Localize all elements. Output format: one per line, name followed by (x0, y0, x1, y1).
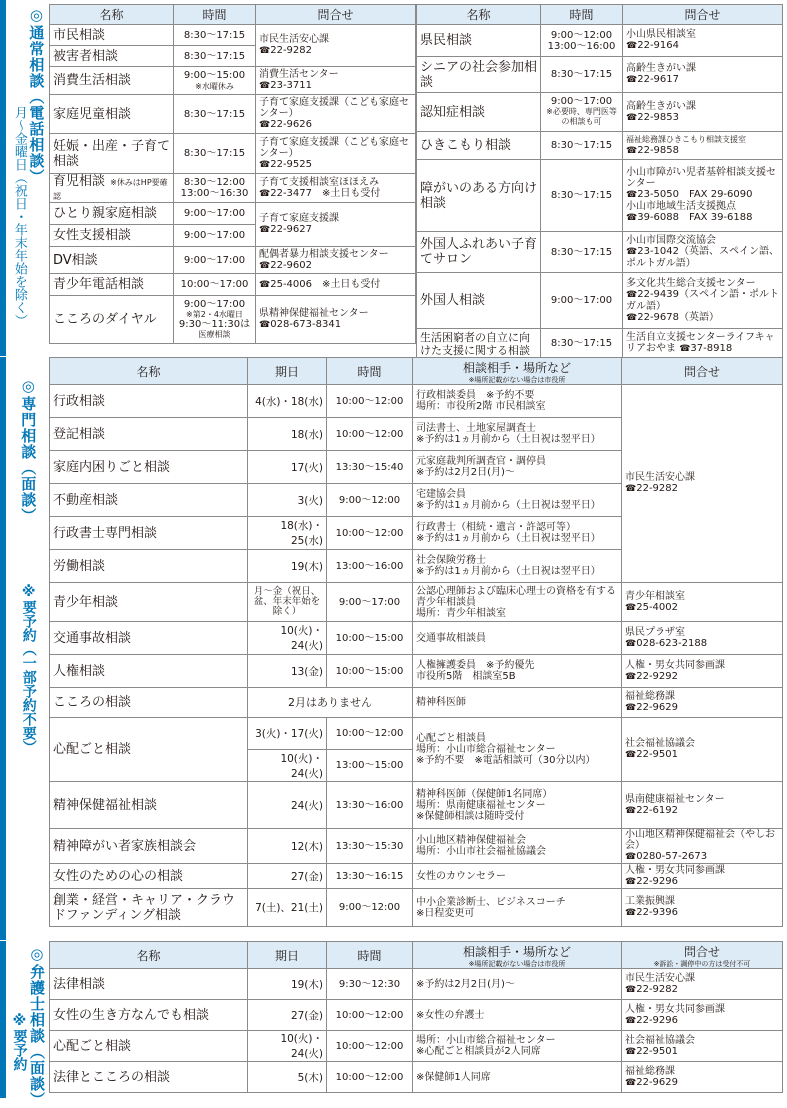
time-note: ※第2・4水曜日 (186, 309, 243, 319)
row-time: 8:30～17:15 (541, 160, 623, 232)
row-date: 12(木) (248, 829, 327, 864)
row-name: 女性支援相談 (50, 225, 174, 247)
contact-org: 小山地区精神保健福祉会（やしお会） (625, 829, 775, 851)
contact-phone: ☎ 22-9296 (625, 1015, 779, 1027)
row-contact (622, 385, 783, 583)
row-place: 社会保険労務士 ※予約は1ヵ月前から（土日祝は翌平日） (413, 550, 622, 583)
table-row (50, 1062, 783, 1093)
row-date: 7(土)、21(土) (248, 889, 327, 927)
row-contact (622, 1000, 783, 1031)
col-header-time: 時間 (174, 5, 256, 25)
contact-header-label: 問合せ (683, 944, 720, 959)
row-contact (256, 296, 416, 344)
contact-phone: ☎ 22-3477 (259, 188, 312, 199)
contact-phone: ☎ 25-4006 (259, 279, 312, 290)
row-name: 青少年電話相談 (50, 274, 174, 296)
row-time: 10:00～15:00 (327, 622, 413, 655)
expert-section-side-label (8, 357, 48, 940)
contact-org: 福祉総務課 (625, 691, 675, 702)
table-row (50, 782, 783, 829)
row-time: 13:00～15:00 (327, 750, 413, 782)
contact-phone: ☎ 22-6192 (625, 805, 779, 817)
row-time (174, 296, 256, 344)
contact-phone: ☎ 22-9853 (626, 112, 779, 124)
expert-table (49, 357, 783, 927)
row-name: 心配ごと相談 (50, 1031, 248, 1062)
contact-org: 社会福祉協議会 (625, 738, 695, 749)
row-date: 18(水)・25(水) (248, 517, 327, 550)
contact-org: 人権・男女共同参画課 (625, 659, 725, 671)
row-name: 不動産相談 (50, 484, 248, 517)
contact-org: 市民生活安心課 (625, 972, 695, 984)
col-header-place (413, 942, 622, 969)
row-time (174, 67, 256, 95)
row-name: 市民相談 (50, 25, 174, 46)
lawyer-consultation-section (0, 941, 787, 1108)
time-main: 9:00～15:00 (183, 69, 246, 81)
row-time: 8:30～17:15 (174, 95, 256, 134)
lawyer-section-subtitle: ※要予約 (11, 1013, 28, 1071)
contact-org: 高齢生きがい課 (626, 63, 696, 74)
contact-org: 子育て家庭支援課（こども家庭センター） (259, 97, 409, 119)
row-contact (622, 583, 783, 622)
row-date: 3(火) (248, 484, 327, 517)
row-contact (622, 864, 783, 889)
row-place: 公認心理師および臨床心理士の資格を有する青少年相談員 場所：青少年相談室 (413, 583, 622, 622)
name-main: 育児相談 (53, 174, 106, 189)
row-name: 行政相談 (50, 385, 248, 418)
row-contact (256, 174, 416, 203)
row-time: 8:30～17:15 (174, 46, 256, 67)
phone-table-left (49, 4, 416, 344)
row-time: 13:00～16:00 (327, 550, 413, 583)
row-name: 消費生活相談 (50, 67, 174, 95)
row-time: 9:00～17:00 (327, 583, 413, 622)
contact-org: 県精神保健福祉センター (259, 308, 369, 319)
row-name: 被害者相談 (50, 46, 174, 67)
row-name (50, 174, 174, 203)
col-header-time: 時間 (327, 358, 413, 385)
contact-org: 市民生活安心課 (625, 472, 695, 483)
row-contact (256, 67, 416, 95)
contact-phone: ☎ 22-9627 (259, 224, 412, 236)
row-name: 精神障がい者家族相談会 (50, 829, 248, 864)
row-place: 場所：小山市総合福祉センター ※心配ごと相談員が2人同席 (413, 1031, 622, 1062)
row-contact (623, 25, 783, 57)
contact-phone: ☎ 23-1042（英語、スペイン語、ポルトガル語） (626, 246, 779, 269)
contact-org: 市民生活安心課 (259, 34, 329, 45)
contact-phone: ☎ 23-5050 FAX 29-6090 (626, 189, 779, 201)
row-contact (622, 655, 783, 688)
contact-note: ※土日も受付 (322, 187, 381, 199)
row-time: 9:00～12:00 (327, 484, 413, 517)
row-time: 10:00～12:00 (327, 517, 413, 550)
time-main: 9:00～17:00 (550, 96, 613, 107)
row-time: 10:00～17:00 (174, 274, 256, 296)
row-contact (623, 132, 783, 160)
row-name: 行政書士専門相談 (50, 517, 248, 550)
contact-org: 小山県民相談室 (626, 29, 696, 40)
row-date: 月～金（祝日、盆、年末年始を除く） (248, 583, 327, 622)
col-header-name: 名称 (417, 5, 541, 25)
row-time: 8:30～17:15 (541, 329, 623, 359)
row-name: 女性の生き方なんでも相談 (50, 1000, 248, 1031)
phone-section-title: ◎通常相談（電話相談） (27, 6, 46, 185)
time-main: 8:30～12:00 (183, 177, 246, 188)
row-time: 8:30～17:15 (541, 232, 623, 273)
row-name: ひとり親家庭相談 (50, 203, 174, 225)
row-name: 精神保健福祉相談 (50, 782, 248, 829)
row-contact (623, 160, 783, 232)
place-header-label: 相談相手・場所など (462, 944, 571, 959)
row-time (174, 174, 256, 203)
contact-org: 人権・男女共同参画課 (625, 864, 725, 876)
col-header-date: 期日 (248, 358, 327, 385)
row-time: 10:00～12:00 (327, 1031, 413, 1062)
contact-org: 子育て家庭支援課（こども家庭センター） (259, 136, 409, 159)
row-place: 人権擁護委員 ※予約優先 市役所5階 相談室5B (413, 655, 622, 688)
time-second: 13:00～16:00 (547, 40, 616, 52)
row-name: こころのダイヤル (50, 296, 174, 344)
contact-note: ※土日も受付 (322, 278, 381, 290)
phone-consultation-section (0, 0, 787, 356)
col-header-contact (622, 942, 783, 969)
row-name: 交通事故相談 (50, 622, 248, 655)
row-time: 13:30～15:40 (327, 451, 413, 484)
row-date: 18(水) (248, 418, 327, 451)
row-contact (622, 782, 783, 829)
row-place: 女性のカウンセラー (413, 864, 622, 889)
col-header-time: 時間 (327, 942, 413, 969)
name-note: ※休みはHP要確認 (53, 178, 168, 201)
contact-org: 福祉総務課 (625, 1065, 675, 1077)
row-place: ※予約は2月2日(月)～ (413, 969, 622, 1000)
row-contact (623, 93, 783, 132)
contact-phone: ☎ 22-9282 (625, 984, 779, 996)
phone-section-side-label (8, 0, 48, 356)
contact-phone: ☎ 22-9501 (625, 749, 779, 761)
row-place: ※女性の弁護士 (413, 1000, 622, 1031)
contact-phone: ☎ 22-9617 (626, 74, 779, 86)
contact-org: 青少年相談室 (625, 590, 685, 602)
row-date: 10(火)・24(火) (248, 750, 327, 782)
col-header-name: 名称 (50, 5, 174, 25)
row-place: 精神科医師（保健師1名同席） 場所：県南健康福祉センター ※保健師相談は随時受付 (413, 782, 622, 829)
row-time: 9:00～17:00 (541, 273, 623, 329)
expert-section-title: ◎専門相談（面談） (19, 377, 38, 524)
time-note: 医療相談 (198, 329, 231, 339)
row-name: ひきこもり相談 (417, 132, 541, 160)
row-time: 8:30～17:15 (541, 57, 623, 93)
row-name: 創業・経営・キャリア・クラウドファンディング相談 (50, 889, 248, 927)
contact-org: 社会福祉協議会 (625, 1034, 695, 1046)
row-date: 19(木) (248, 969, 327, 1000)
row-name: 県民相談 (417, 25, 541, 57)
row-time: 9:00～17:00 (174, 247, 256, 274)
row-place: 心配ごと相談員 場所：小山市総合福祉センター ※予約不要 ※電話相談可（30分以内） (413, 718, 622, 782)
row-name: 登記相談 (50, 418, 248, 451)
expert-section-subtitle: ※要予約（一部予約不要） (20, 584, 37, 754)
col-header-contact: 問合せ (256, 5, 416, 25)
contact-phone: ☎ 23-3711 (259, 80, 412, 92)
contact-header-note: ※訴訟・調停中の方は受付不可 (653, 959, 751, 968)
row-place: 行政書士（相続・遺言・許認可等） ※予約は1ヵ月前から（土日祝は翌平日） (413, 517, 622, 550)
table-row (50, 655, 783, 688)
row-contact (623, 57, 783, 93)
row-date: 24(火) (248, 782, 327, 829)
row-place: 宅建協会員 ※予約は1ヵ月前から（土日祝は翌平日） (413, 484, 622, 517)
row-contact (622, 969, 783, 1000)
contact-phone: ☎ 0280-57-2673 (625, 851, 779, 863)
row-time: 10:00～12:00 (327, 418, 413, 451)
contact-phone: ☎ 22-9602 (259, 260, 412, 272)
lawyer-table (49, 941, 783, 1093)
place-header-note: ※場所記載がない場合は市役所 (468, 375, 566, 384)
row-contact (622, 1031, 783, 1062)
table-row (50, 385, 783, 418)
contact-org: 人権・男女共同参画課 (625, 1003, 725, 1015)
col-header-name: 名称 (50, 358, 248, 385)
contact-phone: ☎ 22-9292 (625, 671, 779, 683)
contact-org: 子育て支援相談室ほほえみ (259, 176, 379, 188)
time-second: 9:30～11:30は (178, 318, 251, 330)
row-time: 10:00～15:00 (327, 655, 413, 688)
time-note: ※必要時、専門医等の相談も可 (546, 107, 617, 126)
contact-phone: ☎ 22-9282 (259, 45, 412, 57)
row-name: 法律とこころの相談 (50, 1062, 248, 1093)
row-date: 13(金) (248, 655, 327, 688)
row-date: 10(火)・24(火) (248, 1031, 327, 1062)
row-contact (622, 829, 783, 864)
row-contact (623, 273, 783, 329)
col-header-contact: 問合せ (622, 358, 783, 385)
row-place: 中小企業診断士、ビジネスコーチ ※日程変更可 (413, 889, 622, 927)
row-contact (256, 274, 416, 296)
row-name: 女性のための心の相談 (50, 864, 248, 889)
row-place: 行政相談委員 ※予約不要 場所：市役所2階 市民相談室 (413, 385, 622, 418)
contact-org: 消費生活センター (259, 69, 339, 80)
time-main: 9:00～17:00 (183, 298, 246, 310)
col-header-name: 名称 (50, 942, 248, 969)
contact-org: 高齢生きがい課 (626, 100, 696, 112)
table-row (50, 969, 783, 1000)
contact-phone: ☎ 028-623-2188 (625, 638, 779, 650)
row-contact (622, 718, 783, 782)
row-time: 10:00～12:00 (327, 718, 413, 750)
table-row (50, 688, 783, 718)
row-place: 精神科医師 (413, 688, 622, 718)
row-date: 27(金) (248, 1000, 327, 1031)
row-date: 2月はありません (248, 688, 413, 718)
col-header-time: 時間 (541, 5, 623, 25)
row-place: 小山地区精神保健福祉会 場所：小山市社会福祉協議会 (413, 829, 622, 864)
table-row (50, 1000, 783, 1031)
contact-org: 小山市国際交流協会 (626, 235, 716, 246)
section-accent-bar (0, 941, 6, 1098)
row-time: 8:30～17:15 (541, 132, 623, 160)
row-time: 8:30～17:15 (174, 25, 256, 46)
row-contact (622, 1062, 783, 1093)
col-header-date: 期日 (248, 942, 327, 969)
row-place: 交通事故相談員 (413, 622, 622, 655)
row-time: 9:00～12:00 (327, 889, 413, 927)
contact-phone: ☎ 22-9296 (625, 876, 779, 888)
row-time: 9:00～17:00 (174, 203, 256, 225)
contact-phone: ☎ 22-9629 (625, 1077, 779, 1089)
row-date: 5(木) (248, 1062, 327, 1093)
row-contact (256, 134, 416, 174)
contact-org: 小山市障がい児者基幹相談支援センター (626, 167, 776, 189)
row-name: 人権相談 (50, 655, 248, 688)
row-time: 9:30～12:30 (327, 969, 413, 1000)
contact-org: 配偶者暴力相談支援センター (259, 248, 389, 260)
row-time: 13:30～16:15 (327, 864, 413, 889)
place-header-label: 相談相手・場所など (462, 360, 571, 375)
row-contact (623, 232, 783, 273)
contact-phone: ☎ 22-9626 (259, 119, 412, 131)
table-row (50, 583, 783, 622)
row-time: 13:30～15:30 (327, 829, 413, 864)
contact-phone: ☎ 22-9501 (625, 1046, 779, 1058)
row-contact (256, 247, 416, 274)
contact-phone: ☎ 22-9525 (259, 159, 412, 171)
row-date: 19(木) (248, 550, 327, 583)
row-contact (623, 329, 783, 359)
table-row (50, 718, 783, 750)
table-row (50, 622, 783, 655)
contact-phone: ☎ 22-9396 (625, 907, 779, 919)
row-place: 司法書士、土地家屋調査士 ※予約は1ヵ月前から（土日祝は翌平日） (413, 418, 622, 451)
row-name: 認知症相談 (417, 93, 541, 132)
table-row (50, 829, 783, 864)
time-main: 9:00～12:00 (550, 29, 613, 41)
row-date: 17(火) (248, 451, 327, 484)
row-contact (622, 622, 783, 655)
contact-phone-second: ☎ 39-6088 FAX 39-6188 (626, 212, 779, 224)
row-time: 10:00～12:00 (327, 385, 413, 418)
row-contact (256, 203, 416, 247)
row-name: 家庭内困りごと相談 (50, 451, 248, 484)
col-header-contact: 問合せ (623, 5, 783, 25)
lawyer-section-title: ◎弁護士相談（面談） (27, 945, 46, 1108)
lawyer-section-side-label (8, 941, 48, 1108)
place-header-note: ※場所記載がない場合は市役所 (468, 959, 566, 968)
row-date: 27(金) (248, 864, 327, 889)
row-name: 外国人相談 (417, 273, 541, 329)
row-contact (622, 688, 783, 718)
time-note: ※水曜休み (195, 81, 234, 91)
row-place: 元家庭裁判所調査官・調停員 ※予約は2月2日(月)～ (413, 451, 622, 484)
row-name: DV相談 (50, 247, 174, 274)
row-date: 4(水)・18(水) (248, 385, 327, 418)
row-name: こころの相談 (50, 688, 248, 718)
row-time (541, 93, 623, 132)
row-place: ※保健師1人同席 (413, 1062, 622, 1093)
section-accent-bar (0, 357, 6, 940)
row-name: 心配ごと相談 (50, 718, 248, 782)
contact-phone: ☎ 22-9439（スペイン語・ポルトガル語） (626, 289, 779, 312)
contact-phone: ☎ 22-9282 (625, 483, 779, 495)
row-name: 労働相談 (50, 550, 248, 583)
row-time: 13:30～16:00 (327, 782, 413, 829)
contact-org: 県民プラザ室 (625, 626, 685, 638)
contact-org: 子育て家庭支援課 (259, 213, 339, 224)
row-date: 3(火)・17(火) (248, 718, 327, 750)
row-contact (256, 25, 416, 67)
contact-org: 生活自立支援センターライフキャリアおやま (626, 332, 775, 354)
row-date: 10(火)・24(火) (248, 622, 327, 655)
phone-table-right (416, 4, 783, 359)
row-contact (622, 889, 783, 927)
contact-org: 多文化共生総合支援センター (626, 277, 756, 289)
row-name: 生活困窮者の自立に向けた支援に関する相談 (417, 329, 541, 359)
table-row (50, 889, 783, 927)
row-time: 10:00～12:00 (327, 1000, 413, 1031)
row-time: 9:00～17:00 (174, 225, 256, 247)
row-name: 法律相談 (50, 969, 248, 1000)
contact-phone: ☎ 22-9858 (626, 145, 779, 157)
row-name: 障がいのある方向け相談 (417, 160, 541, 232)
contact-org: 県南健康福祉センター (625, 793, 725, 805)
row-time: 10:00～12:00 (327, 1062, 413, 1093)
time-second: 13:00～16:30 (180, 188, 249, 199)
contact-org-second: 小山市地域生活支援拠点 (626, 201, 736, 212)
section-accent-bar (0, 0, 6, 356)
row-contact (256, 95, 416, 134)
row-name: 妊娠・出産・子育て相談 (50, 134, 174, 174)
row-time: 8:30～17:15 (174, 134, 256, 174)
row-time (541, 25, 623, 57)
contact-phone: ☎ 22-9629 (625, 702, 779, 714)
contact-phone: ☎ 25-4002 (625, 602, 779, 614)
contact-phone: ☎ 37-8918 (679, 343, 732, 354)
col-header-place (413, 358, 622, 385)
contact-org: 福祉総務課ひきこもり相談支援室 (626, 135, 746, 144)
row-name: 青少年相談 (50, 583, 248, 622)
row-name: シニアの社会参加相談 (417, 57, 541, 93)
expert-consultation-section (0, 357, 787, 940)
table-row (50, 1031, 783, 1062)
row-name: 家庭児童相談 (50, 95, 174, 134)
row-name: 外国人ふれあい子育てサロン (417, 232, 541, 273)
contact-phone: ☎ 22-9164 (626, 40, 779, 52)
contact-phone-second: ☎ 22-9678（英語） (626, 312, 779, 324)
table-row (50, 864, 783, 889)
contact-phone: ☎ 028-673-8341 (259, 319, 412, 331)
contact-org: 工業振興課 (625, 896, 675, 907)
phone-section-subtitle: 月～金曜日（祝日・年末年始を除く） (11, 106, 27, 327)
